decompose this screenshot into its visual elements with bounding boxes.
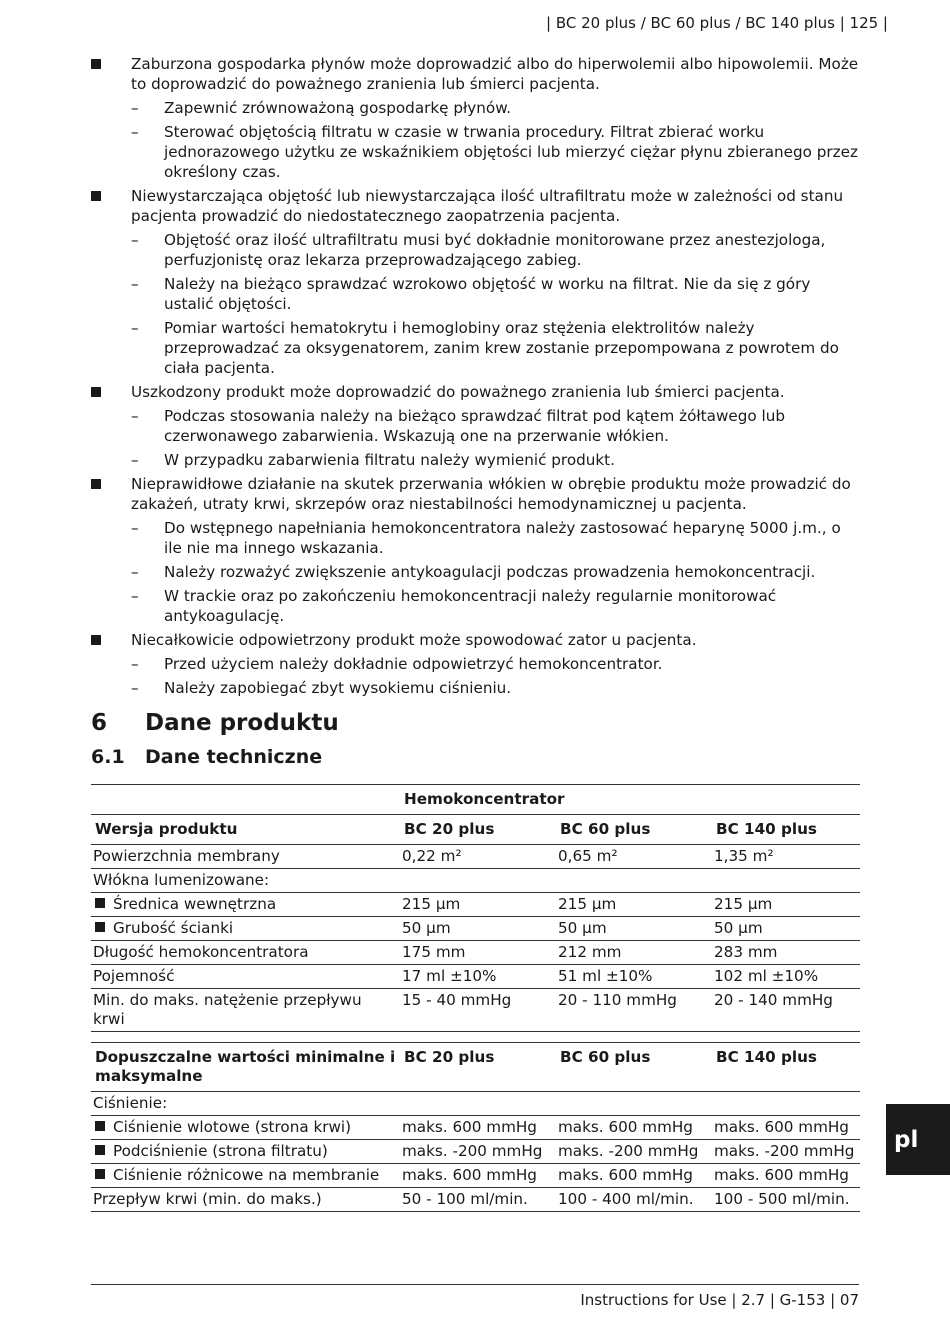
cell-text: 102 ml ±10% [714, 967, 819, 985]
dash-icon: – [131, 407, 139, 425]
table-cell [712, 1092, 860, 1116]
cell-text: 283 mm [714, 943, 778, 961]
cell-text: Włókna lumenizowane: [93, 871, 270, 889]
dash-icon: – [131, 275, 139, 293]
warning-item [91, 382, 861, 402]
cell-text: 212 mm [558, 943, 622, 961]
cell-text: BC 20 plus [404, 1048, 495, 1066]
header-row [91, 1043, 860, 1092]
square-bullet-icon [91, 191, 101, 201]
cell-text: maks. 600 mmHg [402, 1166, 537, 1184]
cell-text: BC 60 plus [560, 1048, 651, 1066]
table-row [91, 1116, 860, 1140]
table-cell [400, 893, 556, 917]
subitem-text: Zapewnić zrównoważoną gospodarkę płynów. [164, 99, 512, 117]
table-cell [400, 1043, 556, 1092]
warning-item [91, 54, 861, 94]
table-cell [556, 989, 712, 1032]
table-cell [400, 917, 556, 941]
table-row [91, 893, 860, 917]
cell-text: BC 60 plus [560, 820, 651, 838]
cell-text: Długość hemokoncentratora [93, 943, 309, 961]
dash-icon: – [131, 679, 139, 697]
table-cell [556, 1116, 712, 1140]
cell-text: 50 - 100 ml/min. [402, 1190, 528, 1208]
table-cell [556, 941, 712, 965]
cell-text: 51 ml ±10% [558, 967, 653, 985]
cell-text: maks. -200 mmHg [402, 1142, 543, 1160]
table-cell [91, 1188, 400, 1212]
table-cell [712, 893, 860, 917]
subitem-text: Pomiar wartości hematokrytu i hemoglobiny oraz stężenia elektrolitów należy przeprowadzać za oksygenatorem, zanim krew zostanie przepompowana z powrotem do ciała pacjenta. [164, 319, 839, 377]
table-cell [712, 965, 860, 989]
table-cell [712, 941, 860, 965]
cell-text: 20 - 110 mmHg [558, 991, 677, 1009]
cell-text: Ciśnienie różnicowe na membranie [113, 1166, 380, 1184]
dash-icon: – [131, 519, 139, 537]
cell-text: maks. -200 mmHg [714, 1142, 855, 1160]
square-bullet-icon [95, 1169, 105, 1179]
warning-text: Niewystarczająca objętość lub niewystarczająca ilość ultrafiltratu może w zależności od stanu pacjenta prowadzić do niedostatecznego zaopatrzenia pacjenta. [131, 187, 844, 225]
table-cell [91, 989, 400, 1032]
table-row [91, 941, 860, 965]
table-row [91, 917, 860, 941]
warning-subitem [91, 450, 861, 470]
table-cell [712, 1140, 860, 1164]
table-cell [91, 815, 400, 845]
cell-text: 15 - 40 mmHg [402, 991, 512, 1009]
cell-text: 100 - 500 ml/min. [714, 1190, 850, 1208]
group-header-row [91, 785, 860, 815]
cell-text: Pojemność [93, 967, 175, 985]
dash-icon: – [131, 451, 139, 469]
table-cell [400, 965, 556, 989]
square-bullet-icon [91, 479, 101, 489]
warning-subitem [91, 98, 861, 118]
cell-text: Średnica wewnętrzna [113, 895, 277, 913]
warning-subitem [91, 678, 861, 698]
table-cell [712, 1043, 860, 1092]
cell-text: maks. 600 mmHg [558, 1118, 693, 1136]
warning-text: Niecałkowicie odpowietrzony produkt może spowodować zator u pacjenta. [131, 631, 697, 649]
warning-item [91, 186, 861, 226]
table-row [91, 1092, 860, 1116]
table-row [91, 869, 860, 893]
warning-subitem [91, 518, 861, 558]
table-cell [712, 1116, 860, 1140]
table-row [91, 965, 860, 989]
subitem-text: Sterować objętością filtratu w czasie w trwania procedury. Filtrat zbierać worku jednorazowego użytku ze wskaźnikiem objętości lub mierzyć ciężar płynu zbieranego przez określony czas. [164, 123, 858, 181]
table-cell [400, 1164, 556, 1188]
dash-icon: – [131, 587, 139, 605]
cell-text: BC 20 plus [404, 820, 495, 838]
subsection-title: Dane techniczne [145, 746, 323, 768]
table-cell [400, 1116, 556, 1140]
cell-text: BC 140 plus [716, 1048, 817, 1066]
table-cell [712, 917, 860, 941]
table-row [91, 989, 860, 1032]
table-cell [91, 941, 400, 965]
table-cell [400, 845, 556, 869]
subitem-text: Należy rozważyć zwiększenie antykoagulacji podczas prowadzenia hemokoncentracji. [164, 563, 816, 581]
table-cell [712, 869, 860, 893]
table-cell [91, 1140, 400, 1164]
warning-item [91, 630, 861, 650]
cell-text: 215 µm [402, 895, 461, 913]
cell-text: 50 µm [714, 919, 763, 937]
cell-text: maks. 600 mmHg [714, 1166, 849, 1184]
square-bullet-icon [91, 635, 101, 645]
table-cell [91, 917, 400, 941]
table-cell [556, 869, 712, 893]
page-header: | BC 20 plus / BC 60 plus / BC 140 plus | 125 | [546, 14, 888, 32]
cell-text: 50 µm [402, 919, 451, 937]
hemoconcentrator-table [91, 784, 860, 1032]
subitem-text: Objętość oraz ilość ultrafiltratu musi być dokładnie monitorowane przez anestezjologa, perfuzjonistę oraz lekarza przeprowadzającego zabieg. [164, 231, 826, 269]
dash-icon: – [131, 563, 139, 581]
cell-text: 215 µm [714, 895, 773, 913]
square-bullet-icon [91, 59, 101, 69]
table-cell [556, 1140, 712, 1164]
table-cell [556, 1043, 712, 1092]
table-row [91, 1164, 860, 1188]
cell-text: Podciśnienie (strona filtratu) [113, 1142, 328, 1160]
table-cell [556, 1164, 712, 1188]
square-bullet-icon [95, 1145, 105, 1155]
cell-text: maks. -200 mmHg [558, 1142, 699, 1160]
table-row [91, 845, 860, 869]
warning-subitem [91, 562, 861, 582]
warning-subitem [91, 654, 861, 674]
table-cell [400, 815, 556, 845]
table-cell [91, 785, 400, 815]
dash-icon: – [131, 231, 139, 249]
table-cell [712, 815, 860, 845]
cell-text: maks. 600 mmHg [402, 1118, 537, 1136]
cell-text: 100 - 400 ml/min. [558, 1190, 694, 1208]
warning-subitem [91, 122, 861, 182]
table-cell [556, 1092, 712, 1116]
cell-text: BC 140 plus [716, 820, 817, 838]
warning-subitem [91, 318, 861, 378]
cell-text: Ciśnienie wlotowe (strona krwi) [113, 1118, 352, 1136]
table-cell [556, 845, 712, 869]
footer-divider [91, 1284, 859, 1285]
square-bullet-icon [91, 387, 101, 397]
subitem-text: Podczas stosowania należy na bieżąco sprawdzać filtrat pod kątem żółtawego lub czerwonawego zabarwienia. Wskazują one na przerwanie włókien. [164, 407, 785, 445]
cell-text: Ciśnienie: [93, 1094, 168, 1112]
table-cell [400, 1188, 556, 1212]
table-cell [400, 941, 556, 965]
table-cell [400, 1140, 556, 1164]
section-number: 6 [91, 710, 108, 736]
cell-text: 17 ml ±10% [402, 967, 497, 985]
limits-table [91, 1042, 860, 1212]
table-cell [556, 893, 712, 917]
subitem-text: W przypadku zabarwienia filtratu należy wymienić produkt. [164, 451, 615, 469]
square-bullet-icon [95, 1121, 105, 1131]
header-row [91, 815, 860, 845]
subitem-text: W trackie oraz po zakończeniu hemokoncentracji należy regularnie monitorować antykoagulację. [164, 587, 777, 625]
cell-text: Dopuszczalne wartości minimalne i maksymalne [95, 1048, 396, 1085]
dash-icon: – [131, 319, 139, 337]
cell-text: Min. do maks. natężenie przepływu krwi [93, 991, 362, 1028]
table-cell [91, 869, 400, 893]
subitem-text: Do wstępnego napełniania hemokoncentratora należy zastosować heparynę 5000 j.m., o ile nie ma innego wskazania. [164, 519, 841, 557]
table-cell [91, 893, 400, 917]
cell-text: 0,22 m² [402, 847, 462, 865]
subitem-text: Przed użyciem należy dokładnie odpowietrzyć hemokoncentrator. [164, 655, 663, 673]
table-cell [556, 815, 712, 845]
dash-icon: – [131, 655, 139, 673]
table-cell [91, 1164, 400, 1188]
dash-icon: – [131, 99, 139, 117]
cell-text: maks. 600 mmHg [558, 1166, 693, 1184]
table-cell [91, 1043, 400, 1092]
group-header: Hemokoncentrator [400, 785, 860, 815]
table-cell [712, 1164, 860, 1188]
square-bullet-icon [95, 922, 105, 932]
subitem-text: Należy zapobiegać zbyt wysokiemu ciśnieniu. [164, 679, 512, 697]
table-cell [712, 1188, 860, 1212]
warning-text: Nieprawidłowe działanie na skutek przerwania włókien w obrębie produktu może prowadzić do zakażeń, utraty krwi, skrzepów oraz niestabilności hemodynamicznej u pacjenta. [131, 475, 851, 513]
table-cell [556, 917, 712, 941]
cell-text: 175 mm [402, 943, 466, 961]
page-footer: Instructions for Use | 2.7 | G-153 | 07 [580, 1291, 859, 1309]
table-cell [91, 845, 400, 869]
table-cell [91, 1116, 400, 1140]
table-cell [91, 965, 400, 989]
table-row [91, 1140, 860, 1164]
cell-text: 20 - 140 mmHg [714, 991, 833, 1009]
cell-text: 1,35 m² [714, 847, 774, 865]
table-cell [712, 989, 860, 1032]
warning-subitem [91, 274, 861, 314]
table-cell [400, 1092, 556, 1116]
dash-icon: – [131, 123, 139, 141]
table-cell [556, 965, 712, 989]
cell-text: Wersja produktu [95, 820, 238, 838]
language-tab: pl [886, 1104, 950, 1175]
table-cell [556, 1188, 712, 1212]
cell-text: 0,65 m² [558, 847, 618, 865]
square-bullet-icon [95, 898, 105, 908]
warning-subitem [91, 586, 861, 626]
warning-item [91, 474, 861, 514]
table-cell [91, 1092, 400, 1116]
cell-text: Przepływ krwi (min. do maks.) [93, 1190, 322, 1208]
warnings-list [91, 54, 861, 702]
subitem-text: Należy na bieżąco sprawdzać wzrokowo objętość w worku na filtrat. Nie da się z góry ustalić objętości. [164, 275, 811, 313]
cell-text: Grubość ścianki [113, 919, 234, 937]
table-cell [400, 869, 556, 893]
subsection-heading [91, 746, 322, 768]
cell-text: Powierzchnia membrany [93, 847, 280, 865]
section-title: Dane produktu [145, 710, 339, 736]
section-heading [91, 710, 339, 736]
warning-text: Zaburzona gospodarka płynów może doprowadzić albo do hiperwolemii albo hipowolemii. Może to doprowadzić do poważnego zranienia lub śmierci pacjenta. [131, 55, 859, 93]
subsection-number: 6.1 [91, 746, 125, 768]
warning-subitem [91, 230, 861, 270]
table-row [91, 1188, 860, 1212]
warning-subitem [91, 406, 861, 446]
table-cell [712, 845, 860, 869]
warning-text: Uszkodzony produkt może doprowadzić do poważnego zranienia lub śmierci pacjenta. [131, 383, 785, 401]
cell-text: 215 µm [558, 895, 617, 913]
cell-text: maks. 600 mmHg [714, 1118, 849, 1136]
cell-text: 50 µm [558, 919, 607, 937]
table-cell [400, 989, 556, 1032]
